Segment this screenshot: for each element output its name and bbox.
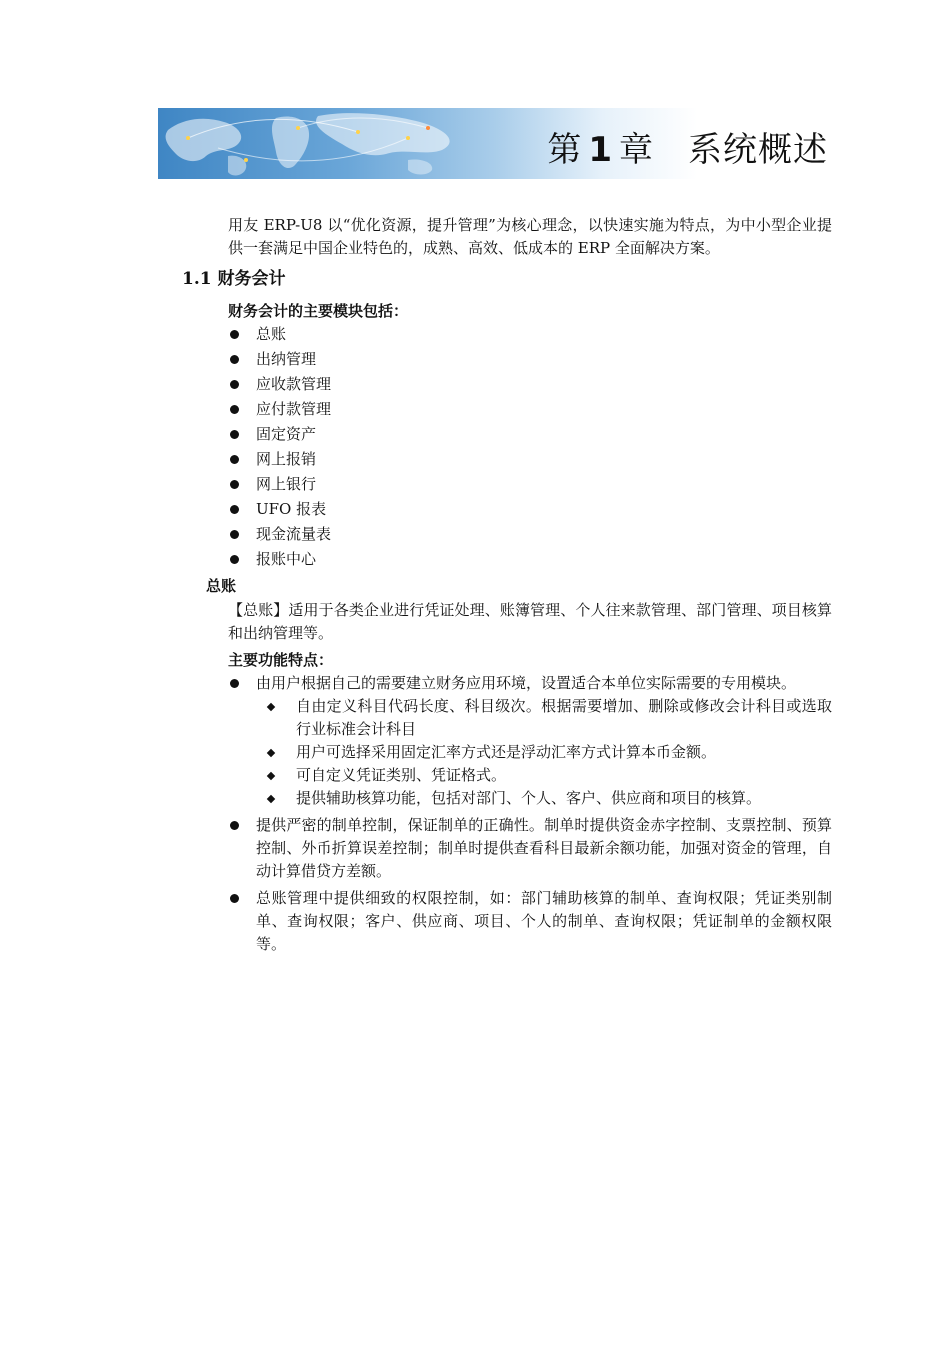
module-item — [228, 422, 331, 447]
section-title: 1.1 财务会计 — [182, 269, 286, 289]
diamond-bullet-icon — [267, 749, 275, 757]
chapter-number: 1 — [588, 130, 613, 170]
module-item — [228, 322, 331, 347]
bullet-icon — [230, 821, 239, 830]
bullet-icon — [230, 894, 239, 903]
chapter-name: 系统概述 — [688, 130, 828, 170]
features-heading: 主要功能特点： — [228, 651, 334, 669]
module-label: UFO 报表 — [256, 500, 327, 518]
bullet-icon — [230, 430, 239, 439]
module-item — [228, 397, 331, 422]
feature-sub-item — [256, 787, 832, 810]
module-label: 出纳管理 — [256, 350, 317, 368]
bullet-icon — [230, 480, 239, 489]
chapter-title — [547, 122, 828, 171]
module-label: 网上报销 — [256, 450, 317, 468]
diamond-bullet-icon — [267, 772, 275, 780]
module-label: 固定资产 — [256, 425, 317, 443]
feature-sub-text: 用户可选择采用固定汇率方式还是浮动汇率方式计算本币金额。 — [296, 743, 717, 761]
chapter-prefix: 第 — [547, 130, 583, 170]
module-label: 现金流量表 — [256, 525, 332, 543]
bullet-icon — [230, 355, 239, 364]
bullet-icon — [230, 679, 239, 688]
feature-sub-text: 提供辅助核算功能，包括对部门、个人、客户、供应商和项目的核算。 — [296, 789, 762, 807]
feature-item — [228, 814, 832, 883]
module-item — [228, 522, 331, 547]
feature-sub-text: 可自定义凭证类别、凭证格式。 — [296, 766, 507, 784]
bullet-icon — [230, 555, 239, 564]
bullet-icon — [230, 530, 239, 539]
diamond-bullet-icon — [267, 795, 275, 803]
module-item — [228, 347, 331, 372]
feature-sub-item — [256, 764, 832, 787]
module-label: 应收款管理 — [256, 375, 332, 393]
module-label: 网上银行 — [256, 475, 317, 493]
chapter-suffix: 章 — [619, 130, 654, 170]
diamond-bullet-icon — [267, 703, 275, 711]
feature-item — [228, 672, 832, 810]
feature-sub-text: 自由定义科目代码长度、科目级次。根据需要增加、删除或修改会计科目或选取行业标准会计科目 — [296, 697, 832, 738]
module-item — [228, 472, 331, 497]
modules-list — [228, 322, 331, 572]
module-item — [228, 497, 331, 522]
feature-text: 提供严密的制单控制，保证制单的正确性。制单时提供资金赤字控制、支票控制、预算控制、外币折算误差控制；制单时提供查看科目最新余额功能，加强对资金的管理，自动计算借贷方差额。 — [256, 816, 832, 880]
feature-sub-item — [256, 695, 832, 741]
bullet-icon — [230, 405, 239, 414]
module-item — [228, 372, 331, 397]
bullet-icon — [230, 455, 239, 464]
bullet-icon — [230, 380, 239, 389]
intro-paragraph: 用友 ERP-U8 以“优化资源，提升管理”为核心理念，以快速实施为特点，为中小型企业提供一套满足中国企业特色的，成熟、高效、低成本的 ERP 全面解决方案。 — [228, 216, 832, 257]
features-list — [228, 672, 832, 960]
module-label: 总账 — [256, 325, 287, 343]
feature-text: 总账管理中提供细致的权限控制，如：部门辅助核算的制单、查询权限；凭证类别制单、查询权限；客户、供应商、项目、个人的制单、查询权限；凭证制单的金额权限等。 — [256, 889, 832, 953]
feature-sub-item — [256, 741, 832, 764]
bullet-icon — [230, 330, 239, 339]
chapter-banner — [158, 108, 832, 179]
feature-sub-list — [256, 695, 832, 810]
general-ledger-description: 【总账】适用于各类企业进行凭证处理、账簿管理、个人往来款管理、部门管理、项目核算和出纳管理等。 — [228, 601, 832, 642]
feature-item — [228, 887, 832, 956]
module-label: 报账中心 — [256, 550, 317, 568]
module-item — [228, 447, 331, 472]
module-item — [228, 547, 331, 572]
module-label: 应付款管理 — [256, 400, 332, 418]
modules-heading: 财务会计的主要模块包括： — [228, 302, 409, 320]
general-ledger-heading: 总账 — [206, 577, 237, 595]
feature-text: 由用户根据自己的需要建立财务应用环境，设置适合本单位实际需要的专用模块。 — [256, 674, 797, 692]
bullet-icon — [230, 505, 239, 514]
